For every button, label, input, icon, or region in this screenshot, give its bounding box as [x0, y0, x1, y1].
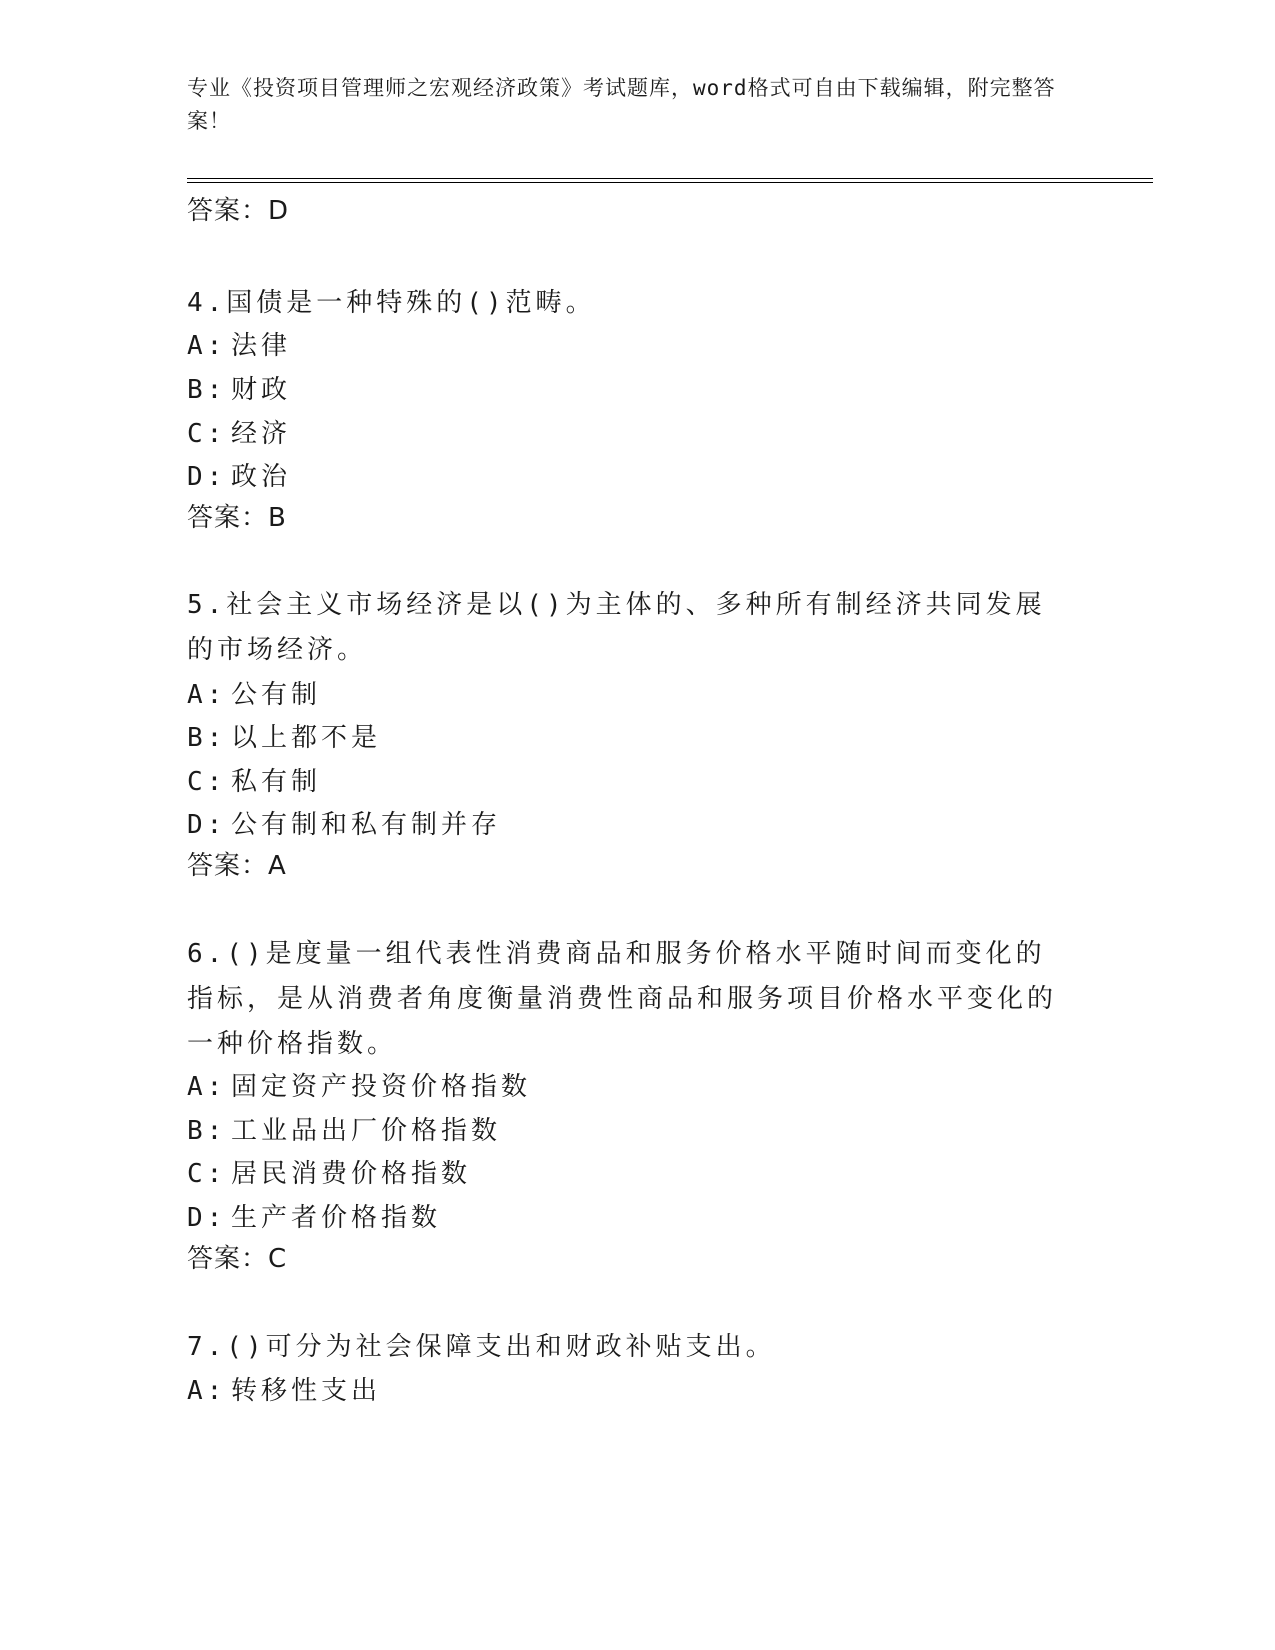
option-b	[187, 717, 381, 754]
question-stem: 4.国债是一种特殊的()范畴。	[187, 288, 596, 318]
option-letter: C:	[187, 419, 227, 449]
option-a	[187, 325, 291, 362]
option-letter: D:	[187, 1203, 227, 1233]
option-letter: C:	[187, 1159, 227, 1189]
option-text: 以上都不是	[231, 723, 382, 753]
question-stem: 6.()是度量一组代表性消费商品和服务价格水平随时间而变化的指标，是从消费者角度衡量消费性商品和服务项目价格水平变化的一种价格指数。	[187, 939, 1058, 1059]
option-c	[187, 1153, 471, 1190]
option-text: 生产者价格指数	[231, 1203, 442, 1233]
option-a	[187, 1066, 531, 1103]
option-a	[187, 674, 321, 711]
option-a	[187, 1370, 381, 1407]
option-letter: A:	[187, 1376, 227, 1406]
option-b	[187, 369, 291, 406]
answer-line: 答案：A	[187, 851, 287, 881]
answer-line: 答案：C	[187, 1244, 288, 1274]
option-letter: B:	[187, 375, 227, 405]
header-divider	[187, 178, 1153, 179]
option-letter: D:	[187, 462, 227, 492]
option-c	[187, 761, 321, 798]
option-text: 居民消费价格指数	[231, 1159, 472, 1189]
option-letter: B:	[187, 1116, 227, 1146]
option-letter: A:	[187, 1072, 227, 1102]
option-letter: B:	[187, 723, 227, 753]
answer-line: 答案：D	[187, 196, 290, 226]
option-text: 政治	[231, 462, 292, 492]
option-text: 固定资产投资价格指数	[231, 1072, 532, 1102]
document-header: 专业《投资项目管理师之宏观经济政策》考试题库，word格式可自由下载编辑，附完整答案！	[187, 76, 1056, 133]
option-text: 工业品出厂价格指数	[231, 1116, 502, 1146]
option-letter: C:	[187, 767, 227, 797]
option-d	[187, 804, 501, 841]
option-text: 公有制和私有制并存	[231, 810, 502, 840]
header-divider-second	[187, 182, 1153, 183]
option-text: 私有制	[231, 767, 322, 797]
question-stem: 5.社会主义市场经济是以()为主体的、多种所有制经济共同发展的市场经济。	[187, 590, 1046, 665]
question-stem: 7.()可分为社会保障支出和财政补贴支出。	[187, 1332, 776, 1362]
option-text: 法律	[231, 331, 292, 361]
option-c	[187, 413, 291, 450]
option-text: 财政	[231, 375, 292, 405]
answer-line: 答案：B	[187, 503, 287, 533]
option-letter: D:	[187, 810, 227, 840]
option-d	[187, 1197, 441, 1234]
option-letter: A:	[187, 680, 227, 710]
option-b	[187, 1110, 501, 1147]
option-text: 转移性支出	[231, 1376, 382, 1406]
option-text: 经济	[231, 419, 292, 449]
option-letter: A:	[187, 331, 227, 361]
option-d	[187, 456, 291, 493]
option-text: 公有制	[231, 680, 322, 710]
